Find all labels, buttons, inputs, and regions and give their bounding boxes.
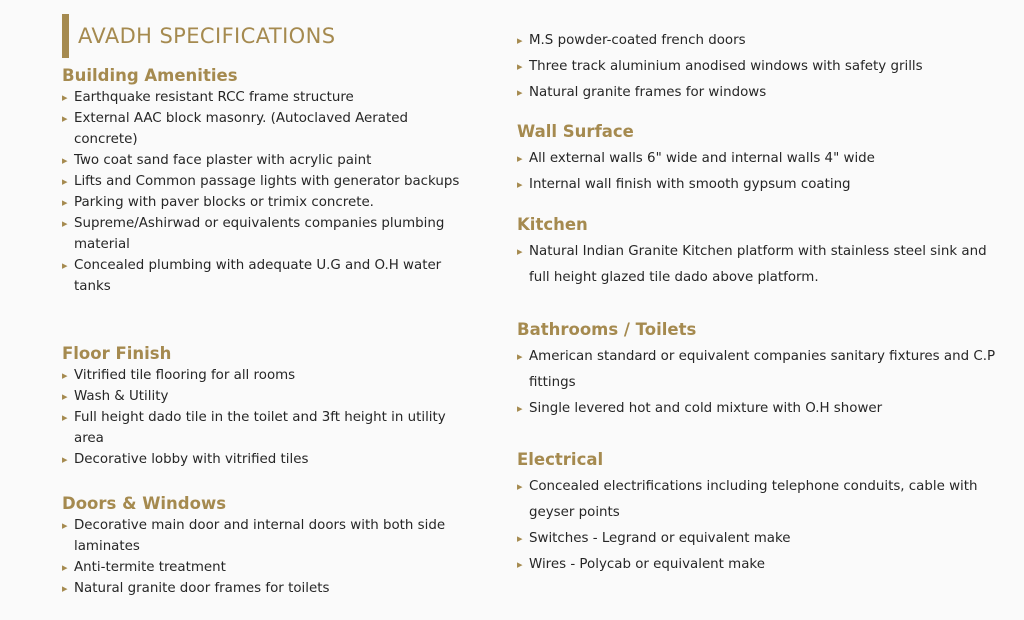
list-item: ▸ American standard or equivalent companies sanitary fixtures and C.P fittings [517,344,997,396]
title-block [62,14,335,58]
section-kitchen [517,215,997,291]
page-title: AVADH SPECIFICATIONS [78,24,336,48]
list-item: ▸ Natural granite door frames for toilets [62,578,462,599]
list-item: ▸ Internal wall finish with smooth gypsum coating [517,172,997,198]
list-item: ▸ Concealed plumbing with adequate U.G and O.H water tanks [62,255,462,297]
list-item: ▸ Single levered hot and cold mixture with O.H shower [517,396,997,422]
section-heading: Floor Finish [62,344,172,363]
list-item: ▸ Concealed electrifications including telephone conduits, cable with geyser points [517,474,997,526]
list-item: ▸ Parking with paver blocks or trimix concrete. [62,192,462,213]
list-item: ▸ Vitrified tile flooring for all rooms [62,365,462,386]
section-heading: Kitchen [517,215,588,234]
list-item: ▸ M.S powder-coated french doors [517,28,997,54]
list-item: ▸ All external walls 6" wide and internal walls 4" wide [517,146,997,172]
section-heading: Building Amenities [62,66,238,85]
item-list [62,87,462,297]
section-wall-surface [517,122,997,198]
list-item: ▸ Wash & Utility [62,386,462,407]
item-list [517,474,997,578]
item-list [517,239,997,291]
item-list [517,146,997,198]
item-list [62,515,462,599]
list-item: ▸ Decorative main door and internal doors with both side laminates [62,515,462,557]
section-building-amenities [62,66,462,297]
item-list-doors-windows-continued [517,28,997,106]
list-item: ▸ Natural granite frames for windows [517,80,997,106]
list-item: ▸ Two coat sand face plaster with acrylic paint [62,150,462,171]
list-item: ▸ Three track aluminium anodised windows with safety grills [517,54,997,80]
title-accent-bar [62,14,69,58]
section-heading: Wall Surface [517,122,634,141]
item-list [62,365,462,470]
section-heading: Doors & Windows [62,494,227,513]
section-floor-finish [62,344,462,470]
section-bathrooms-toilets [517,320,997,422]
list-item: ▸ Earthquake resistant RCC frame structure [62,87,462,108]
list-item: ▸ Full height dado tile in the toilet and 3ft height in utility area [62,407,462,449]
list-item: ▸ Decorative lobby with vitrified tiles [62,449,462,470]
list-item: ▸ Wires - Polycab or equivalent make [517,552,997,578]
list-item: ▸ Anti-termite treatment [62,557,462,578]
list-item: ▸ Switches - Legrand or equivalent make [517,526,997,552]
section-heading: Bathrooms / Toilets [517,320,697,339]
section-doors-windows [62,494,462,599]
list-item: ▸ Natural Indian Granite Kitchen platform with stainless steel sink and full height glazed tile dado above platform. [517,239,997,291]
list-item: ▸ Supreme/Ashirwad or equivalents companies plumbing material [62,213,462,255]
list-item: ▸ External AAC block masonry. (Autoclaved Aerated concrete) [62,108,462,150]
list-item: ▸ Lifts and Common passage lights with generator backups [62,171,462,192]
section-electrical [517,450,997,578]
section-heading: Electrical [517,450,604,469]
item-list [517,344,997,422]
